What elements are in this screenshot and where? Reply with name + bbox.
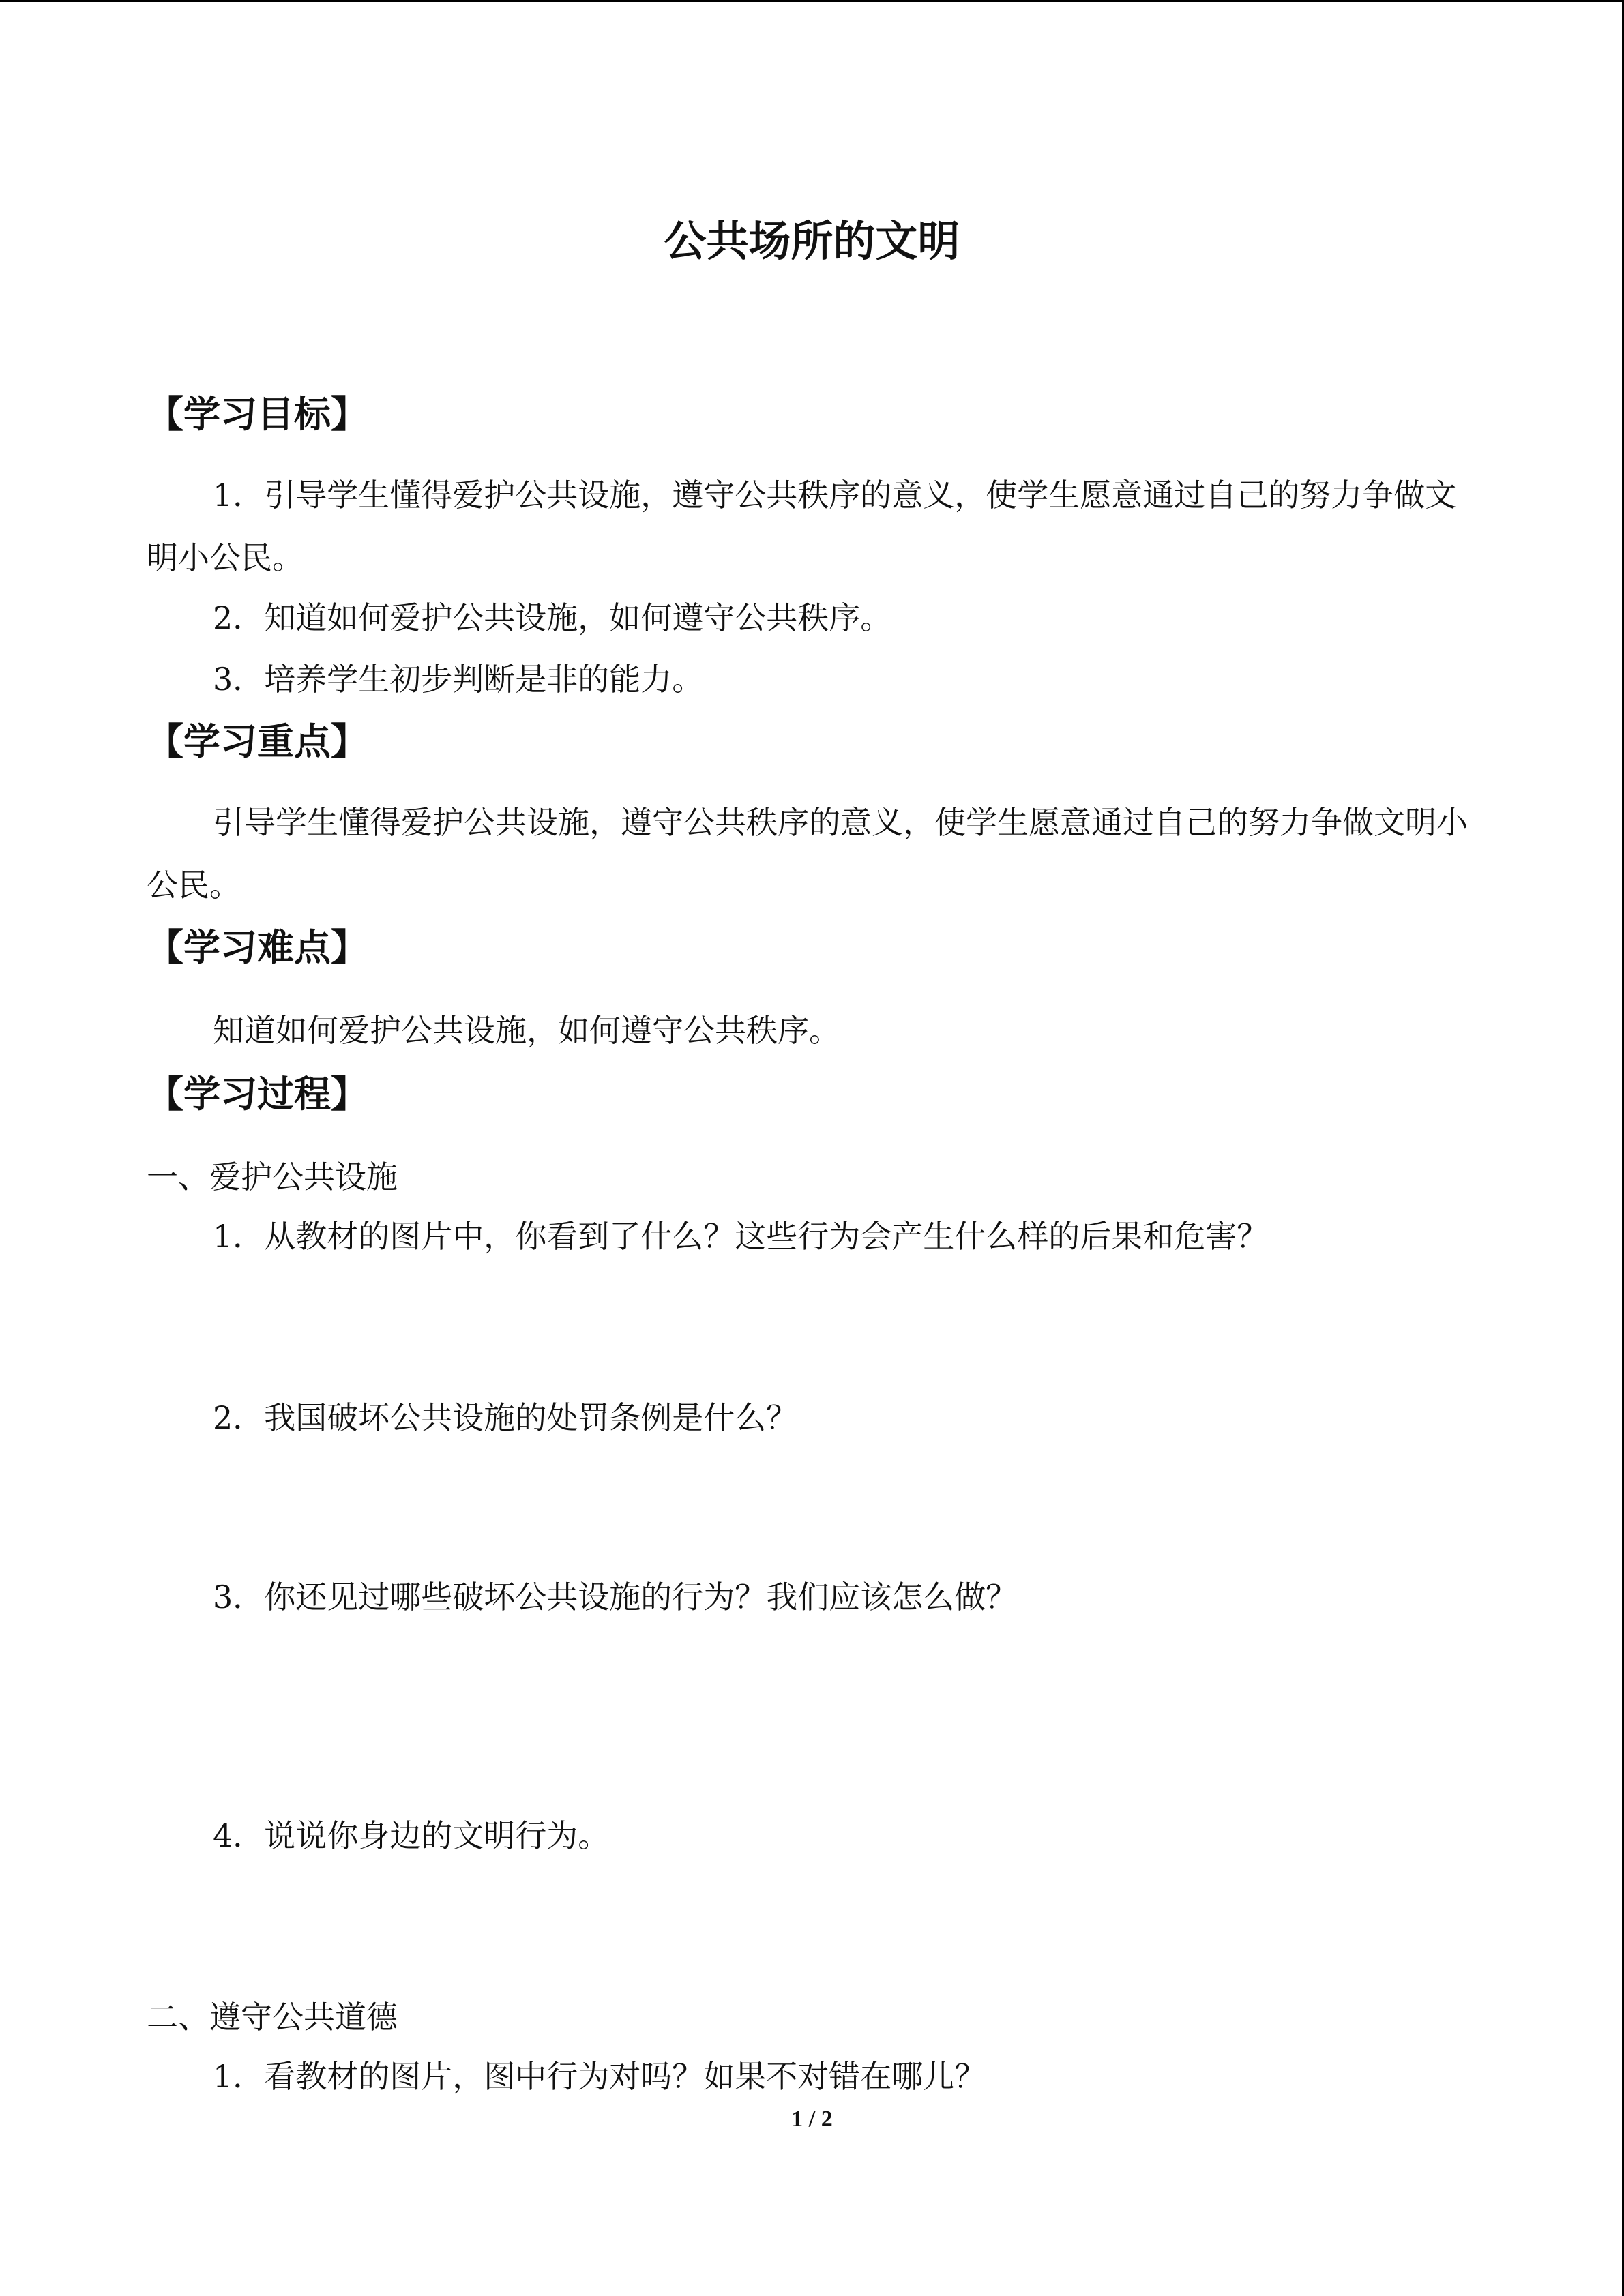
- part2-title: 二、遵守公共道德: [147, 1999, 398, 2036]
- part1-question-4: 4．说说你身边的文明行为。: [213, 1817, 610, 1854]
- objective-item-1: 1．引导学生懂得爱护公共设施，遵守公共秩序的意义，使学生愿意通过自己的努力争做文明小公民。: [147, 477, 1457, 576]
- heading-key-points: 【学习重点】: [147, 720, 368, 763]
- difficulties-text: 知道如何爱护公共设施，如何遵守公共秩序。: [213, 1012, 840, 1049]
- page-title: 公共场所的文明: [664, 216, 960, 266]
- key-points-text: 引导学生懂得爱护公共设施，遵守公共秩序的意义，使学生愿意通过自己的努力争做文明小公民。: [147, 804, 1468, 904]
- part1-title: 一、爱护公共设施: [147, 1159, 398, 1195]
- heading-process: 【学习过程】: [147, 1073, 368, 1116]
- part1-question-2: 2．我国破坏公共设施的处罚条例是什么？: [213, 1399, 798, 1436]
- objective-item-3: 3．培养学生初步判断是非的能力。: [213, 661, 704, 698]
- heading-difficulties: 【学习难点】: [147, 926, 368, 969]
- part1-question-1: 1．从教材的图片中，你看到了什么？这些行为会产生什么样的后果和危害？: [213, 1218, 1269, 1255]
- part2-question-1: 1．看教材的图片，图中行为对吗？如果不对错在哪儿？: [213, 2058, 986, 2095]
- heading-objectives: 【学习目标】: [147, 393, 368, 436]
- page-number: 1 / 2: [791, 2106, 833, 2132]
- part1-question-3: 3．你还见过哪些破坏公共设施的行为？我们应该怎么做？: [213, 1579, 1018, 1615]
- objective-item-2: 2．知道如何爱护公共设施，如何遵守公共秩序。: [213, 599, 892, 636]
